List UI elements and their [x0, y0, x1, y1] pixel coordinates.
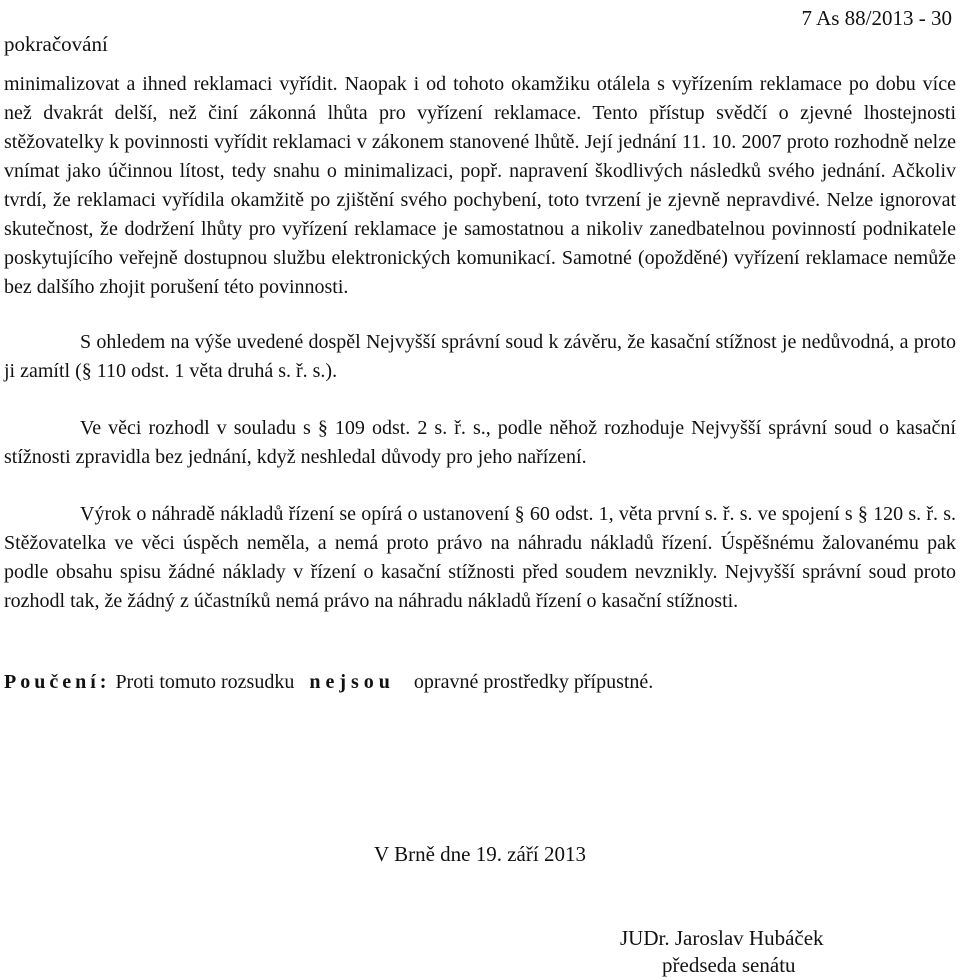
paragraph-costs: Výrok o náhradě nákladů řízení se opírá o ustanovení § 60 odst. 1, věta první s. ř. s. ve spojení s § 120 s. ř. s. Stěžovatelka ve věci úspěch neměla, a nemá proto právo na náhradu nákladů řízení. Úspěšnému žalovanému pak podle obsahu spisu žádné náklady v řízení o kasační stížnosti před soudem nevznikly. Nejvyšší správní soud proto rozhodl tak, že žádný z účastníků nemá právo na náhradu nákladů řízení o kasační stížnosti. — [4, 503, 956, 612]
instruction-text-after: opravné prostředky přípustné. — [413, 671, 654, 693]
continuation-label: pokračování — [4, 32, 108, 56]
place-date: V Brně dne 19. září 2013 — [374, 842, 586, 866]
instruction-text-before: Proti tomuto rozsudku — [115, 671, 295, 693]
instruction-emphasis: nejsou — [309, 671, 395, 693]
page-header — [4, 0, 952, 60]
instruction-line — [4, 668, 956, 697]
case-number: 7 As 88/2013 - 30 — [801, 6, 952, 30]
instruction-label: Poučení: — [4, 671, 111, 693]
document-body — [4, 70, 956, 697]
signature-name: JUDr. Jaroslav Hubáček — [620, 926, 824, 950]
signature-block — [620, 925, 824, 979]
paragraph-conclusion: S ohledem na výše uvedené dospěl Nejvyšší správní soud k závěru, že kasační stížnost je nedůvodná, a proto ji zamítl (§ 110 odst. 1 věta druhá s. ř. s.). — [4, 331, 956, 382]
signature-role: předseda senátu — [662, 953, 796, 977]
paragraph-reasoning: minimalizovat a ihned reklamaci vyřídit. Naopak i od tohoto okamžiku otálela s vyřízením reklamace po dobu více než dvakrát delší, než činí zákonná lhůta pro vyřízení reklamace. Tento přístup svědčí o zjevné lhostejnosti stěžovatelky k povinnosti vyřídit reklamaci v zákonem stanovené lhůtě. Její jednání 11. 10. 2007 proto rozhodně nelze vnímat jako účinnou lítost, tedy snahu o minimalizaci, popř. napravení škodlivých následků svého jednání. Ačkoliv tvrdí, že reklamaci vyřídila okamžitě po zjištění svého pochybení, toto tvrzení je zjevně nepravdivé. Nelze ignorovat skutečnost, že dodržení lhůty pro vyřízení reklamace je samostatnou a nikoliv zanedbatelnou povinností podnikatele poskytujícího veřejně dostupnou službu elektronických komunikací. Samotné (opožděné) vyřízení reklamace nemůže bez dalšího zhojit porušení této povinnosti. — [4, 73, 956, 298]
paragraph-procedure: Ve věci rozhodl v souladu s § 109 odst. 2 s. ř. s., podle něhož rozhoduje Nejvyšší správní soud o kasační stížnosti zpravidla bez jednání, když neshledal důvody pro jeho nařízení. — [4, 417, 956, 468]
